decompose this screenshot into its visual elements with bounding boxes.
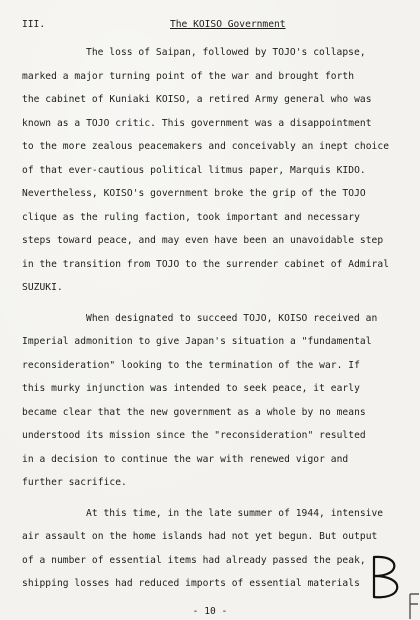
paragraph-line: At this time, in the late summer of 1944, intensive — [86, 507, 384, 519]
section-number: III. — [22, 19, 46, 30]
section-header — [22, 18, 402, 32]
paragraph-line: the cabinet of Kuniaki KOISO, a retired Army general who was — [22, 94, 372, 105]
page-number: - 10 - — [192, 606, 228, 617]
paragraph-line: became clear that the new government as a whole by no means — [22, 406, 366, 418]
paragraph-line: When designated to succeed TOJO, KOISO received an — [86, 312, 378, 324]
paragraph-line: understood its mission since the "reconsideration" resulted — [22, 430, 366, 441]
paragraph-line: of a number of essential items had already passed the peak, — [22, 554, 366, 566]
paragraph-line: of that ever-cautious political litmus paper, Marquis KIDO. — [22, 164, 366, 176]
paragraph-line: to the more zealous peacemakers and conceivably an inept choice — [22, 141, 390, 152]
paragraph-3 — [22, 502, 402, 596]
paragraph-1 — [22, 41, 402, 300]
paragraph-line: known as a TOJO critic. This government was a disappointment — [22, 117, 372, 129]
paragraph-line: this murky injunction was intended to seek peace, it early — [22, 383, 360, 394]
paragraph-line: Imperial admonition to give Japan's situation a "fundamental — [22, 336, 372, 347]
paragraph-line: further sacrifice. — [22, 477, 127, 488]
handwritten-b-mark — [366, 554, 402, 600]
paragraph-line: shipping losses had reduced imports of essential materials — [22, 578, 360, 589]
paragraph-line: marked a major turning point of the war and brought forth — [22, 70, 355, 82]
paragraph-line: steps toward peace, and may even have been an unavoidable step — [22, 235, 384, 246]
paragraph-line: The loss of Saipan, followed by TOJO's collapse, — [86, 47, 366, 58]
paragraph-line: SUZUKI. — [22, 282, 63, 293]
paragraph-line: Nevertheless, KOISO's government broke the grip of the TOJO — [22, 188, 366, 199]
paragraph-line: reconsideration" looking to the termination of the war. If — [22, 359, 360, 371]
paragraph-line: air assault on the home islands had not yet begun. But output — [22, 531, 378, 542]
paragraph-line: in a decision to continue the war with renewed vigor and — [22, 453, 349, 465]
document-body — [22, 41, 402, 596]
paragraph-line: in the transition from TOJO to the surrender cabinet of Admiral — [22, 258, 390, 270]
paragraph-2 — [22, 307, 402, 495]
paragraph-line: clique as the ruling faction, took important and necessary — [22, 211, 360, 223]
section-title: The KOISO Government — [170, 19, 286, 30]
